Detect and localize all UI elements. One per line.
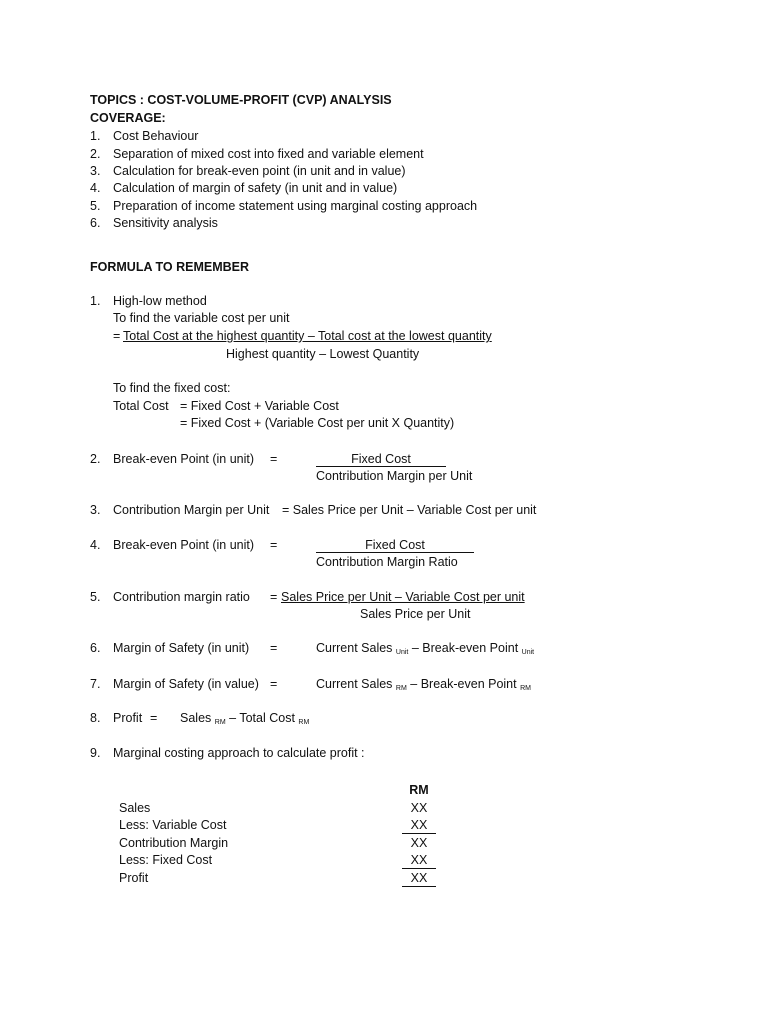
statement-row-value: XX [410, 853, 428, 867]
formula-label: Break-even Point (in unit) [113, 538, 255, 552]
formula-label: Margin of Safety (in unit) [113, 641, 250, 655]
formula-label: Profit [113, 711, 143, 725]
equals-sign: = [113, 329, 121, 343]
formula-number: 7. [90, 677, 101, 691]
fraction-numerator: Sales Price per Unit – Variable Cost per unit [281, 590, 525, 604]
formula-label: Contribution Margin per Unit [113, 503, 270, 517]
formula-number: 8. [90, 711, 101, 725]
statement-row-label: Contribution Margin [119, 836, 229, 850]
fraction-bar [316, 466, 446, 467]
coverage-item: Cost Behaviour [113, 129, 199, 143]
equals-sign: = [270, 677, 278, 691]
subscript: RM [214, 719, 226, 726]
formula-number: 5. [90, 590, 101, 604]
coverage-item-number: 1. [90, 129, 101, 143]
fraction-denominator: Contribution Margin per Unit [316, 469, 473, 483]
topics-heading: TOPICS : COST-VOLUME-PROFIT (CVP) ANALYSIS [90, 93, 392, 107]
subscript: RM [520, 685, 531, 692]
equals-sign: = [150, 711, 158, 725]
coverage-item: Calculation of margin of safety (in unit and in value) [113, 181, 398, 195]
subscript: Unit [395, 649, 409, 656]
term-current-sales: Current Sales [316, 677, 393, 691]
equals-sign: = [270, 452, 278, 466]
formula-label: Break-even Point (in unit) [113, 452, 255, 466]
subscript: RM [298, 719, 310, 726]
coverage-item-number: 5. [90, 199, 101, 213]
fraction-numerator: Total Cost at the highest quantity – Total cost at the lowest quantity [123, 329, 492, 343]
coverage-item: Preparation of income statement using marginal costing approach [113, 199, 478, 213]
term-current-sales: Current Sales [316, 641, 393, 655]
formula-heading: FORMULA TO REMEMBER [90, 260, 250, 274]
fixed-cost-line1: = Fixed Cost + Variable Cost [180, 399, 339, 413]
coverage-item: Separation of mixed cost into fixed and variable element [113, 147, 424, 161]
equals-sign: = [270, 641, 278, 655]
coverage-item-number: 3. [90, 164, 101, 178]
formula-subtitle: To find the variable cost per unit [113, 311, 290, 325]
formula-number: 3. [90, 503, 101, 517]
fraction-denominator: Highest quantity – Lowest Quantity [226, 347, 420, 361]
formula-number: 9. [90, 746, 101, 760]
subtotal-rule [402, 833, 436, 834]
fraction-bar [316, 552, 474, 553]
statement-row-value: XX [410, 801, 428, 815]
subtotal-rule [402, 868, 436, 869]
coverage-heading: COVERAGE: [90, 111, 166, 125]
formula-rhs [316, 676, 531, 694]
formula-rhs [316, 640, 534, 658]
equals-sign: = [270, 538, 278, 552]
equals-sign: = [270, 590, 278, 604]
fixed-cost-line2: = Fixed Cost + (Variable Cost per unit X Quantity) [180, 416, 455, 430]
coverage-item-number: 6. [90, 216, 101, 230]
fraction-numerator: Fixed Cost [365, 538, 425, 552]
coverage-item: Sensitivity analysis [113, 216, 218, 230]
statement-row-value: XX [410, 818, 428, 832]
fixed-cost-title: To find the fixed cost: [113, 381, 231, 395]
fraction-denominator: Sales Price per Unit [360, 607, 471, 621]
column-header-rm: RM [409, 783, 429, 797]
formula-number: 6. [90, 641, 101, 655]
statement-row-value: XX [410, 836, 428, 850]
formula-number: 1. [90, 294, 101, 308]
formula-rhs [180, 710, 309, 728]
formula-rhs: = Sales Price per Unit – Variable Cost per unit [282, 503, 537, 517]
formula-number: 2. [90, 452, 101, 466]
subscript: RM [395, 685, 407, 692]
statement-row-label: Less: Fixed Cost [119, 853, 213, 867]
total-rule [402, 886, 436, 887]
term-sales: Sales [180, 711, 212, 725]
fraction-numerator: Fixed Cost [351, 452, 411, 466]
statement-row-label: Sales [119, 801, 151, 815]
formula-number: 4. [90, 538, 101, 552]
formula-label: Margin of Safety (in value) [113, 677, 259, 691]
formula-title: High-low method [113, 294, 207, 308]
total-cost-label: Total Cost [113, 399, 169, 413]
statement-row-value: XX [410, 871, 428, 885]
formula-label: Contribution margin ratio [113, 590, 250, 604]
coverage-item-number: 2. [90, 147, 101, 161]
fraction-denominator: Contribution Margin Ratio [316, 555, 458, 569]
subscript: Unit [521, 649, 535, 656]
coverage-item-number: 4. [90, 181, 101, 195]
term-break-even: – Break-even Point [411, 641, 519, 655]
formula-label: Marginal costing approach to calculate profit : [113, 746, 365, 760]
term-total-cost: – Total Cost [229, 711, 295, 725]
coverage-item: Calculation for break-even point (in unit and in value) [113, 164, 406, 178]
statement-row-label: Less: Variable Cost [119, 818, 227, 832]
term-break-even: – Break-even Point [410, 677, 517, 691]
statement-row-label: Profit [119, 871, 149, 885]
